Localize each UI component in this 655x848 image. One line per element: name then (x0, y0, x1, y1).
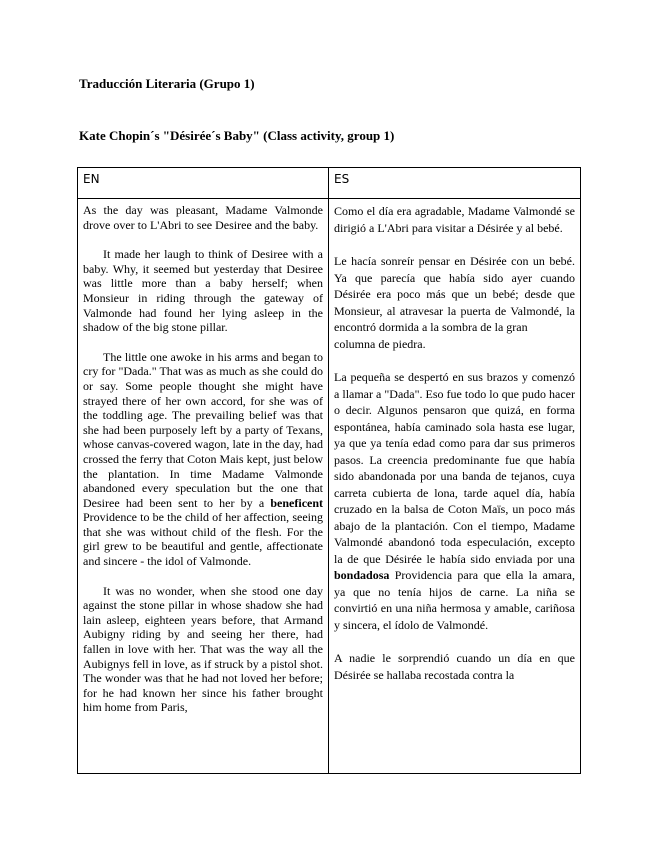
en-bold-word: beneficent (270, 495, 323, 510)
es-paragraph-1: Como el día era agradable, Madame Valmondé se dirigió a L'Abri para visitar a Désirée y al bebé. (334, 204, 575, 235)
translation-table (77, 167, 581, 774)
es-paragraph-2 (334, 253, 575, 352)
en-column (78, 199, 329, 774)
en-paragraph-2: It made her laugh to think of Desiree with a baby. Why, it seemed but yesterday that Desiree was little more than a baby herself; when Monsieur in riding through the gateway of Valmonde had found her lying asleep in the shadow of the big stone pillar. (83, 247, 323, 335)
es-column (329, 199, 581, 774)
es-paragraph-2-part-2: columna de piedra. (334, 336, 426, 351)
document-subtitle: Kate Chopin´s "Désirée´s Baby" (Class activity, group 1) (79, 128, 395, 143)
es-paragraph-3 (334, 369, 575, 633)
en-paragraph-3-part-2: Providence to be the child of her affection, seeing that she was without child of the flesh. For the girl grew to be beautiful and gentle, affectionate and sincere - the idol of Valmonde. (83, 510, 323, 569)
en-paragraph-3-part-1: The little one awoke in his arms and began to cry for "Dada." That was as much as she could do or say. Some people thought she might have strayed there of her own accord, for she was of the toddling age. The prevailing belief was that she had been purposely left by a party of Texans, whose canvas-covered wagon, late in the day, had crossed the ferry that Coton Mais kept, just below the plantation. In time Madame Valmonde abandoned every speculation but the one that Desiree had been sent to her by a (83, 349, 323, 510)
en-paragraph-4: It was no wonder, when she stood one day against the stone pillar in whose shadow she had lain asleep, eighteen years before, that Armand Aubigny riding by and seeing her there, had fallen in love with her. That was the way all the Aubignys fell in love, as if struck by a pistol shot. The wonder was that he had not loved her before; for he had known her since his father brought him home from Paris, (83, 583, 323, 715)
es-paragraph-3-part-1: La pequeña se despertó en sus brazos y comenzó a llamar a "Dada". Eso fue todo lo que pudo hacer o decir. Algunos pensaron que quizá, en forma espontánea, había caminado sola hasta ese lugar, ya que ya tenía edad como para dar sus primeros pasos. La creencia predominante fue que había sido abandonada por una banda de tejanos, cuya carreta cubierta de lona, tarde aquel día, había cruzado en la balsa de Coton Maïs, un poco más abajo de la plantación. Con el tiempo, Madame Valmondé abandonó toda especulación, excepto la de que Désirée le había sido enviada por una (334, 370, 575, 566)
es-paragraph-4: A nadie le sorprendió cuando un día en que Désirée se hallaba recostada contra la (334, 651, 575, 682)
table-body-row (78, 199, 581, 774)
document-title: Traducción Literaria (Grupo 1) (79, 76, 255, 91)
header-en: EN (78, 168, 329, 199)
header-es: ES (329, 168, 581, 199)
es-paragraph-3-part-2: Providencia para que ella la amara, ya que no tenía hijos de carne. La niña se convirtió en una niña hermosa y amable, cariñosa y sincera, el ídolo de Valmondé. (334, 568, 575, 632)
en-paragraph-1: As the day was pleasant, Madame Valmonde drove over to L'Abri to see Desiree and the baby. (83, 203, 323, 232)
en-paragraph-3 (83, 350, 323, 569)
table-header-row (78, 168, 581, 199)
es-paragraph-2-part-1: Le hacía sonreír pensar en Désirée con un bebé. Ya que parecía que había sido ayer cuando Désirée era poco más que un bebé; desde que Monsieur, al atravesar la puerta de Valmondé, la encontró dormida a la sombra de la gran (334, 254, 575, 334)
es-bold-word: bondadosa (334, 568, 390, 582)
